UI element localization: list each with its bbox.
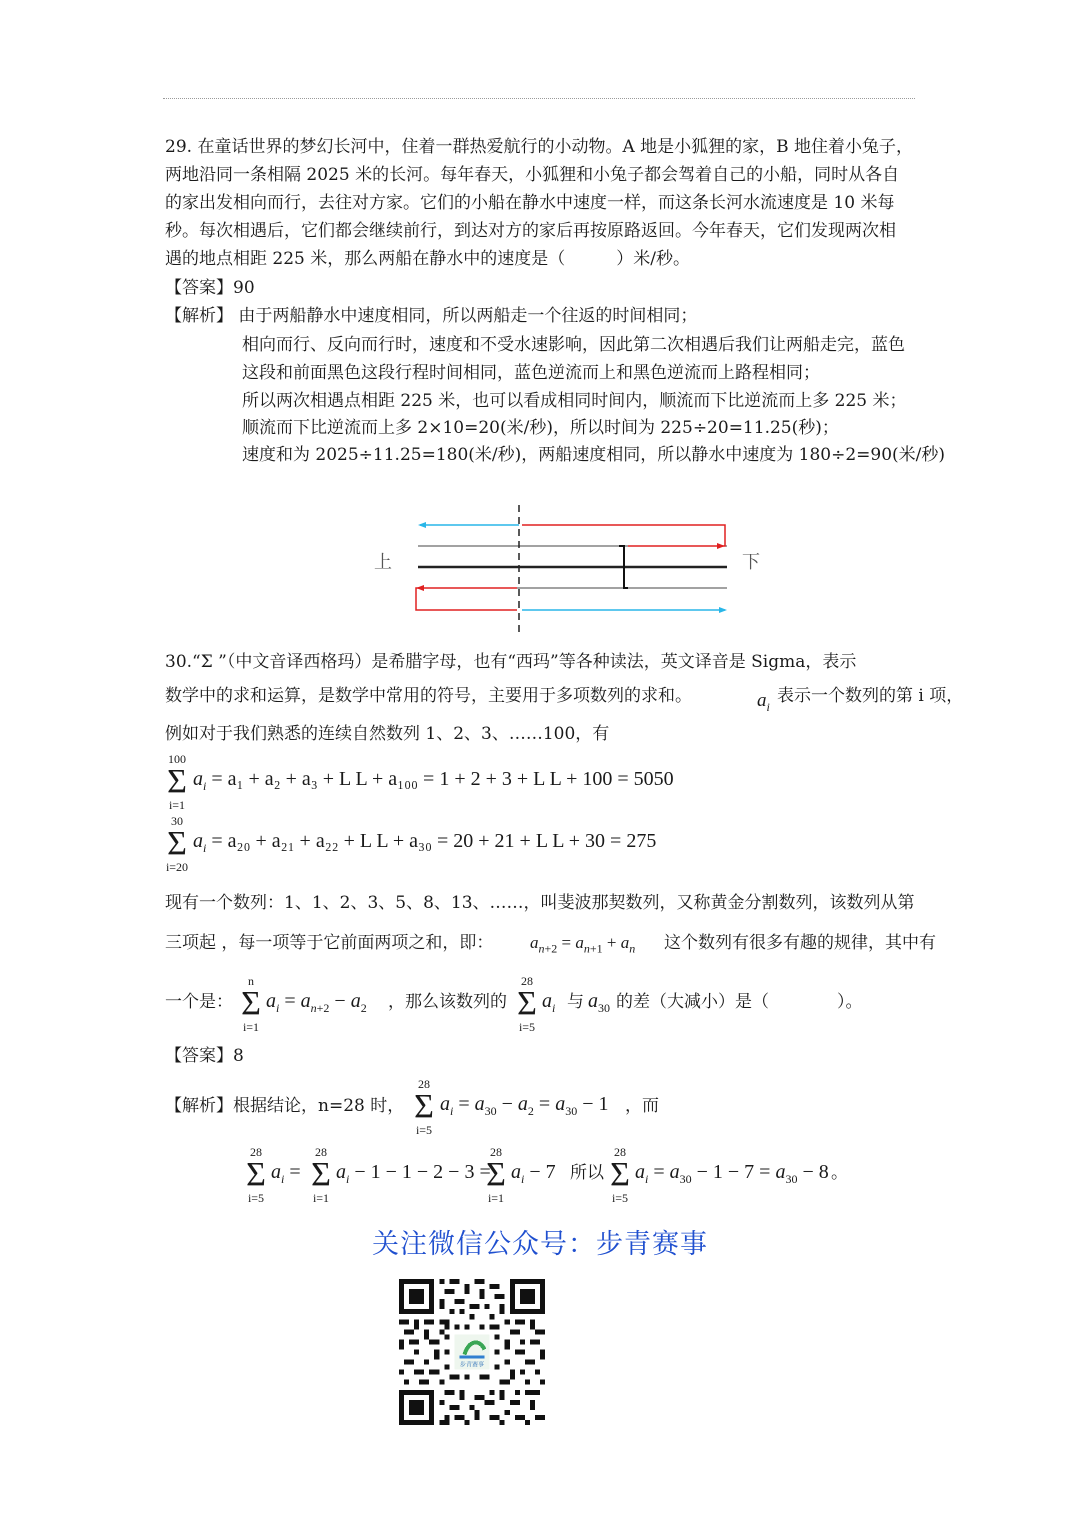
sum-symbol-1: 100 Σ i=1 (167, 752, 187, 812)
q29-line-4: 秒。每次相遇后，它们都会继续前行，到达对方的家后再按原路返回。今年春天，它们发现两次相 (165, 221, 896, 241)
q29-line-1: 29. 在童话世界的梦幻长河中，住着一群热爱航行的小动物。A 地是小狐狸的家，B 地住着小兔子， (165, 137, 914, 157)
red-path-bottom (416, 588, 517, 610)
q30-analysis-a: 【解析】根据结论，n=28 时， (165, 1096, 405, 1116)
sum-symbol-5: 28 Σ i=5 (414, 1077, 434, 1137)
q29-analysis-line: 速度和为 2025÷11.25=180(米/秒)，两船速度相同，所以静水中速度为 180÷2=90(米/秒) (242, 445, 946, 465)
ai-symbol: $a_i$ (757, 690, 770, 714)
formula-2: $a_i = a_{20} + a_{21} + a_{22} + L$ L + a₃₀ = 20 + 21 + L L + 30 = 275 (193, 830, 657, 855)
blue-arrow-bottom (719, 607, 727, 613)
fib-line-1: 现有一个数列：1、1、2、3、5、8、13、……，叫斐波那契数列，又称黄金分割数列，该数列从第 (165, 893, 915, 913)
formula-6a: $a_i$ = (271, 1161, 301, 1186)
question-d: 的差（大减小）是（ ）。 (616, 992, 863, 1012)
formula-1: $a_i = a_1 + a_2 + a_3 + L$ L + a₁₀₀ = 1 + 2 + 3 + L L + 100 = 5050 (193, 768, 674, 793)
q30-analysis-c: 所以 (570, 1163, 604, 1183)
formula-6c: $a_i - 7$ (511, 1161, 556, 1186)
formula-6b: $a_i - 1 - 1 - 2 - 3$ = (336, 1161, 491, 1186)
sum-symbol-3: n Σ i=1 (241, 974, 261, 1034)
fib-recurrence: $a_{n+2} = a_{n+1} + a_n$ (530, 933, 636, 956)
qr-code-image (399, 1279, 545, 1425)
formula-3: $a_i = a_{n+2} - a_2$ (266, 990, 367, 1015)
red-arrow-top (717, 543, 725, 549)
question-b: ，那么该数列的 (388, 992, 507, 1012)
sum-symbol-8: 28 Σ i=1 (486, 1145, 506, 1205)
diagram-right-label: 下 (742, 552, 760, 573)
sum-symbol-2: 30 Σ i=20 (165, 814, 189, 874)
question-a: 一个是： (165, 992, 233, 1012)
q29-analysis-line: 顺流而下比逆流而上多 2×10=20(米/秒)，所以时间为 225÷20=11.25(秒)； (242, 418, 839, 438)
qr-logo-text: 步青赛事 (459, 1361, 485, 1369)
diagram-left-label: 上 (374, 552, 392, 573)
sum-symbol-4: 28 Σ i=5 (517, 974, 537, 1034)
q30-analysis-b: ，而 (625, 1096, 659, 1116)
q30-intro-1: 30.“Σ ”（中文音译西格玛）是希腊字母，也有“西玛”等各种读法，英文译音是 Sigma，表示 (165, 652, 857, 672)
q29-line-5: 遇的地点相距 225 米，那么两船在静水中的速度是（ ）米/秒。 (165, 249, 690, 269)
q29-line-2: 两地沿同一条相隔 2025 米的长河。每年春天，小狐狸和小兔子都会驾着自己的小船，同时从各自 (165, 165, 900, 185)
follow-wechat-text: 关注微信公众号：步青赛事 (372, 1229, 708, 1260)
question-c: 与 (567, 992, 584, 1012)
a30-symbol: $a_{30}$ (588, 990, 610, 1015)
q29-analysis-line: 这段和前面黑色这段行程时间相同，蓝色逆流而上和黑色逆流而上路程相同； (242, 363, 820, 383)
q30-answer: 【答案】8 (165, 1046, 244, 1066)
formula-6d: $a_i = a_{30} - 1 - 7 = a_{30} - 8$ (635, 1161, 829, 1186)
q30-intro-3: 表示一个数列的第 i 项， (777, 686, 964, 706)
fib-line-2b: 这个数列有很多有趣的规律，其中有 (664, 933, 936, 953)
blue-arrow-top (418, 522, 426, 528)
header-dotted-rule (163, 98, 915, 99)
sum-symbol-6: 28 Σ i=5 (246, 1145, 266, 1205)
q30-intro-4: 例如对于我们熟悉的连续自然数列 1、2、3、……100，有 (165, 724, 610, 744)
q30-intro-2: 数学中的求和运算，是数学中常用的符号，主要用于多项数列的求和。 (165, 686, 692, 706)
q29-analysis-line: 所以两次相遇点相距 225 米，也可以看成相同时间内，顺流而下比逆流而上多 225 米； (242, 391, 907, 411)
river-diagram (360, 500, 780, 635)
q29-line-3: 的家出发相向而行，去往对方家。它们的小船在静水中速度一样，而这条长河水流速度是 10 米每 (165, 193, 895, 213)
q29-analysis-first: 【解析】 由于两船静水中速度相同，所以两船走一个往返的时间相同； (165, 306, 698, 326)
q29-answer: 【答案】90 (165, 278, 255, 298)
q30-analysis-end: 。 (831, 1163, 848, 1183)
formula-4: $a_i$ (542, 990, 556, 1015)
formula-5: $a_i = a_{30} - a_2 = a_{30} - 1$ (440, 1093, 609, 1118)
sum-symbol-7: 28 Σ i=1 (311, 1145, 331, 1205)
q29-analysis-line: 相向而行、反向而行时，速度和不受水速影响，因此第二次相遇后我们让两船走完，蓝色 (242, 335, 905, 355)
sum-symbol-9: 28 Σ i=5 (610, 1145, 630, 1205)
red-arrow-bottom (416, 585, 424, 591)
fib-line-2a: 三项起 ，每一项等于它前面两项之和，即： (165, 933, 494, 953)
red-path-top (522, 525, 725, 546)
